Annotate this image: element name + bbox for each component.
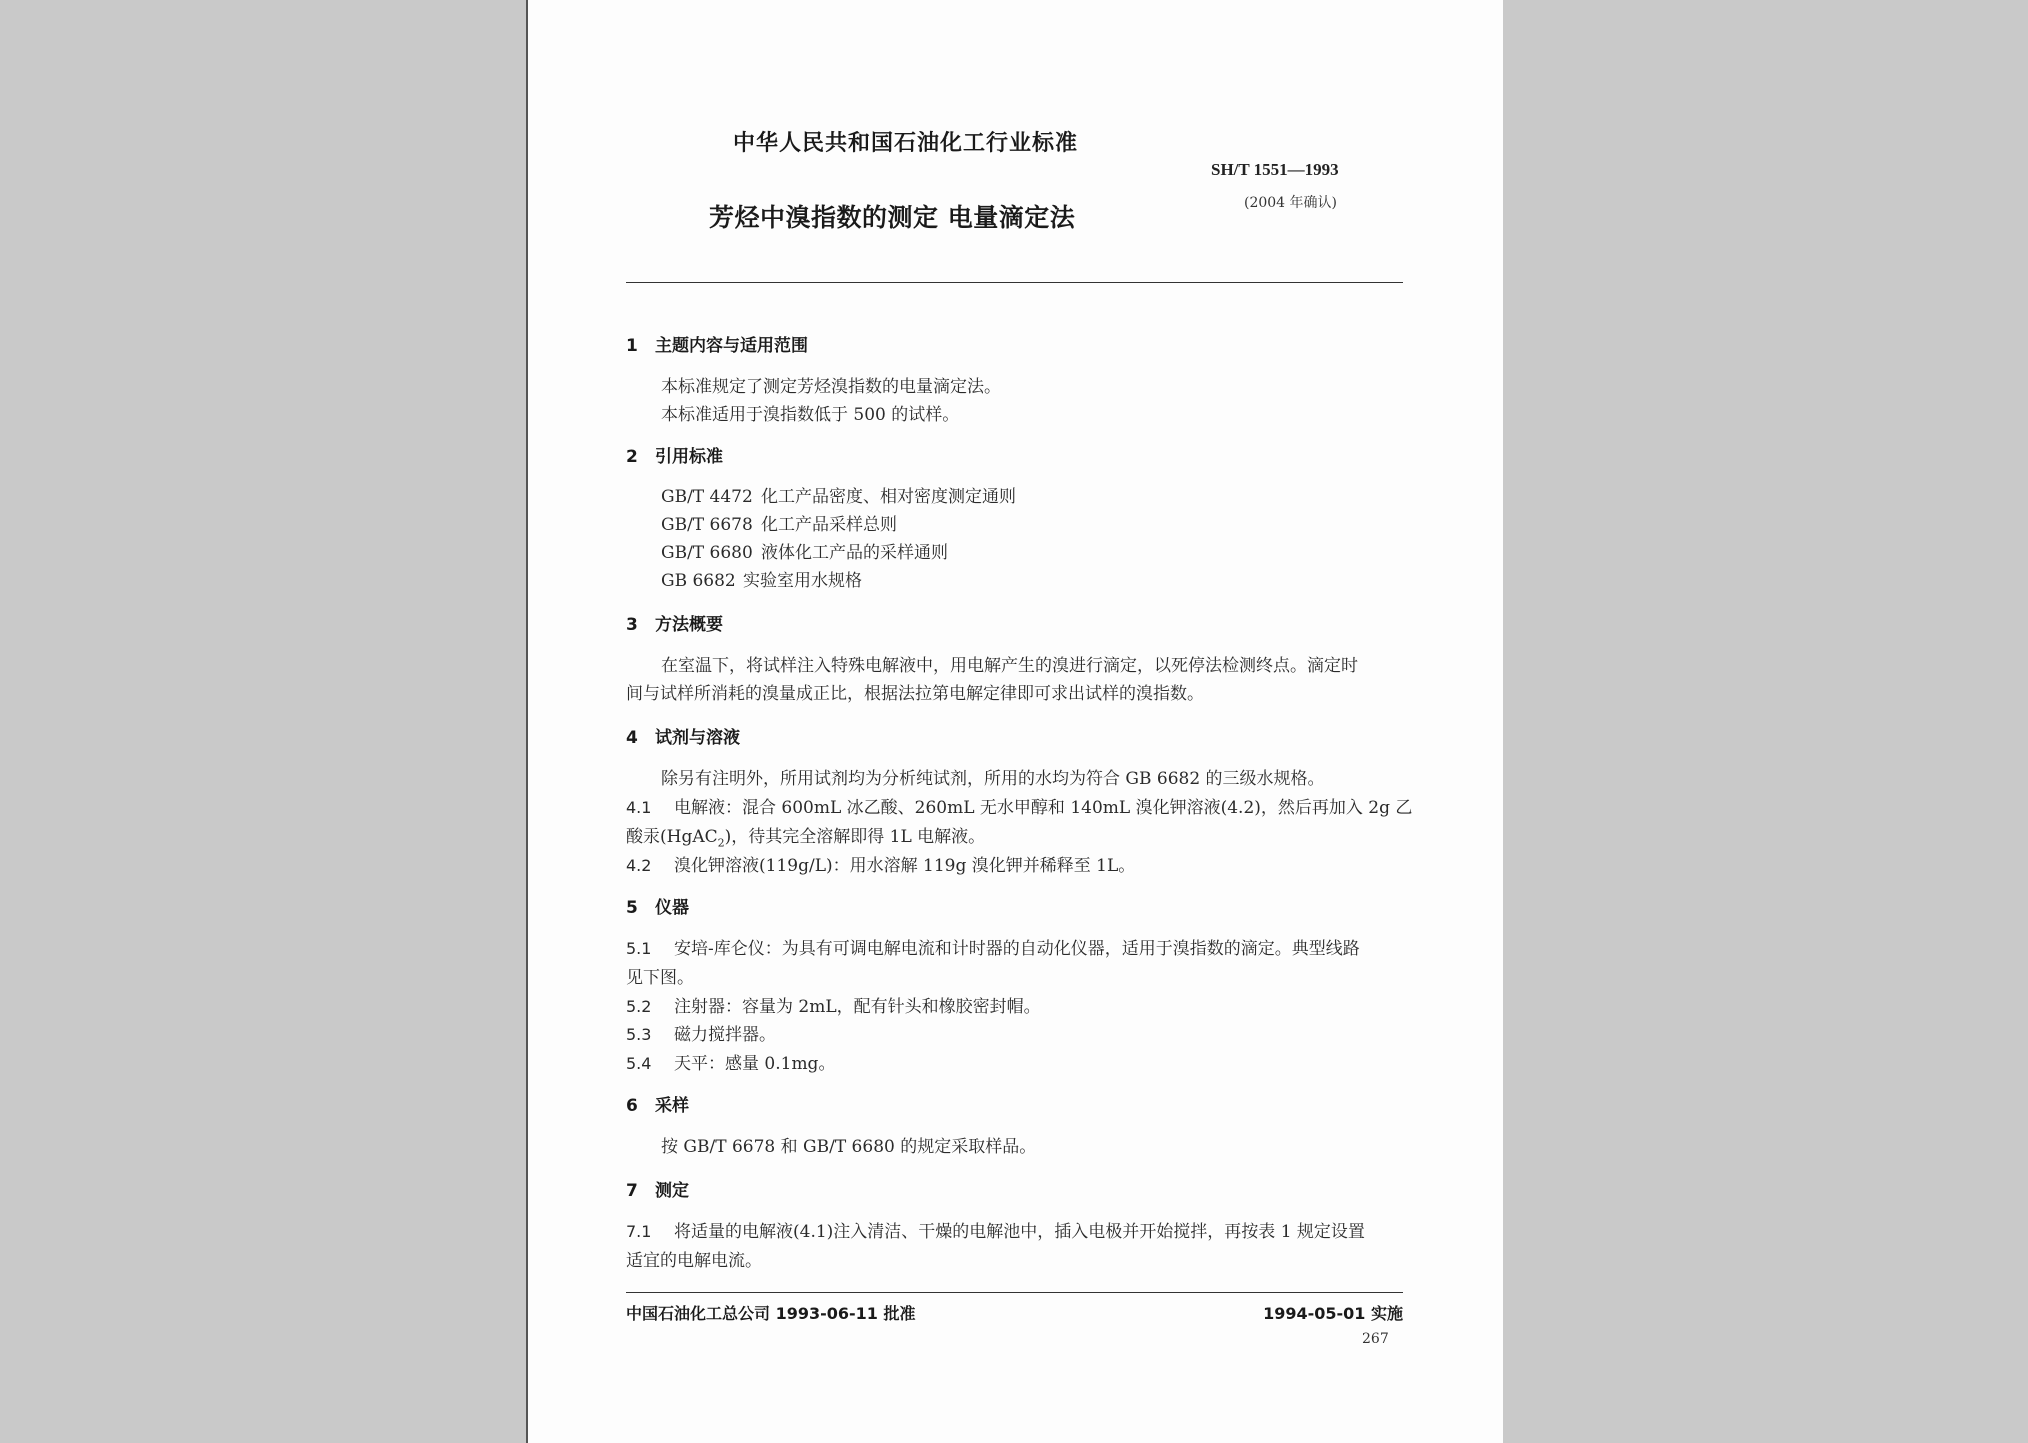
approval-line: 中国石油化工总公司 1993-06-11 批准 — [626, 1304, 916, 1323]
clause-text: 天平：感量 0.1mg。 — [674, 1054, 836, 1074]
clause-text: 注射器：容量为 2mL，配有针头和橡胶密封帽。 — [674, 997, 1041, 1017]
section-number: 4 — [626, 728, 638, 748]
clause-7-1-line-1 — [626, 1217, 1365, 1242]
clause-text: 电解液：混合 600mL 冰乙酸、260mL 无水甲醇和 140mL 溴化钾溶液(4.2)，然后再加入 2g 乙 — [674, 798, 1413, 818]
section-7-heading — [626, 1176, 689, 1201]
standard-code: SH/T 1551—1993 — [1211, 160, 1339, 179]
clause-text: 安培-库仑仪：为具有可调电解电流和计时器的自动化仪器，适用于溴指数的滴定。典型线路 — [674, 939, 1360, 959]
clause-text-a: 酸汞(HgAC — [626, 827, 718, 847]
standard-header: 中华人民共和国石油化工行业标准 — [733, 131, 1079, 156]
section-title: 引用标准 — [655, 447, 723, 467]
section-number: 7 — [626, 1181, 638, 1201]
effective-date: 1994-05-01 实施 — [1263, 1304, 1403, 1323]
section-3-line-1: 在室温下，将试样注入特殊电解液中，用电解产生的溴进行滴定，以死停法检测终点。滴定时 — [661, 656, 1358, 676]
clause-4-1-line-2 — [626, 822, 985, 849]
section-4-heading — [626, 723, 740, 748]
clause-number: 5.2 — [626, 997, 652, 1016]
clause-number: 7.1 — [626, 1222, 652, 1241]
clause-text: 溴化钾溶液(119g/L)：用水溶解 119g 溴化钾并稀释至 1L。 — [674, 856, 1136, 876]
confirmation-note: (2004 年确认) — [1244, 195, 1338, 211]
section-number: 6 — [626, 1096, 638, 1116]
section-number: 3 — [626, 615, 638, 635]
clause-5-2 — [626, 992, 1041, 1017]
reference-item — [661, 482, 1016, 507]
section-5-heading — [626, 893, 689, 918]
reference-code: GB/T 4472 — [661, 487, 753, 507]
section-title: 主题内容与适用范围 — [655, 336, 808, 356]
reference-item — [661, 538, 948, 563]
reference-name: 化工产品采样总则 — [761, 515, 897, 535]
section-1-paragraph-2: 本标准适用于溴指数低于 500 的试样。 — [661, 405, 960, 425]
clause-5-4 — [626, 1049, 835, 1074]
clause-text: 将适量的电解液(4.1)注入清洁、干燥的电解池中，插入电极并开始搅拌，再按表 1 规定设置 — [674, 1222, 1365, 1242]
document-page — [526, 0, 1503, 1443]
section-title: 采样 — [655, 1096, 689, 1116]
section-6-paragraph: 按 GB/T 6678 和 GB/T 6680 的规定采取样品。 — [661, 1137, 1037, 1157]
reference-code: GB 6682 — [661, 571, 736, 591]
reference-code: GB/T 6680 — [661, 543, 753, 563]
section-2-heading — [626, 442, 723, 467]
section-1-heading — [626, 331, 808, 356]
reference-code: GB/T 6678 — [661, 515, 753, 535]
reference-item — [661, 566, 862, 591]
clause-number: 4.2 — [626, 856, 652, 875]
section-number: 2 — [626, 447, 638, 467]
clause-5-3 — [626, 1020, 776, 1045]
reference-name: 化工产品密度、相对密度测定通则 — [761, 487, 1016, 507]
section-title: 测定 — [655, 1181, 689, 1201]
section-title: 方法概要 — [655, 615, 723, 635]
clause-number: 5.1 — [626, 939, 652, 958]
subscript: 2 — [717, 836, 725, 850]
section-1-paragraph-1: 本标准规定了测定芳烃溴指数的电量滴定法。 — [661, 377, 1001, 397]
clause-4-1-line-1 — [626, 793, 1412, 818]
reference-name: 实验室用水规格 — [743, 571, 862, 591]
section-4-intro: 除另有注明外，所用试剂均为分析纯试剂，所用的水均为符合 GB 6682 的三级水规格。 — [661, 769, 1325, 789]
section-3-heading — [626, 610, 723, 635]
page-number: 267 — [1362, 1331, 1389, 1347]
clause-4-2 — [626, 851, 1135, 876]
clause-text: 磁力搅拌器。 — [674, 1025, 776, 1045]
section-6-heading — [626, 1091, 689, 1116]
clause-7-1-line-2: 适宜的电解电流。 — [626, 1251, 762, 1271]
section-number: 5 — [626, 898, 638, 918]
clause-text-b: )，待其完全溶解即得 1L 电解液。 — [724, 827, 986, 847]
clause-number: 4.1 — [626, 798, 652, 817]
reference-name: 液体化工产品的采样通则 — [761, 543, 948, 563]
clause-number: 5.3 — [626, 1025, 652, 1044]
header-divider — [626, 282, 1403, 283]
clause-5-1-line-2: 见下图。 — [626, 968, 694, 988]
section-title: 仪器 — [655, 898, 689, 918]
reference-item — [661, 510, 897, 535]
clause-5-1-line-1 — [626, 934, 1360, 959]
section-3-line-2: 间与试样所消耗的溴量成正比，根据法拉第电解定律即可求出试样的溴指数。 — [626, 684, 1204, 704]
footer-divider — [626, 1292, 1403, 1293]
document-title: 芳烃中溴指数的测定 电量滴定法 — [709, 203, 1076, 232]
clause-number: 5.4 — [626, 1054, 652, 1073]
section-number: 1 — [626, 336, 638, 356]
section-title: 试剂与溶液 — [655, 728, 740, 748]
